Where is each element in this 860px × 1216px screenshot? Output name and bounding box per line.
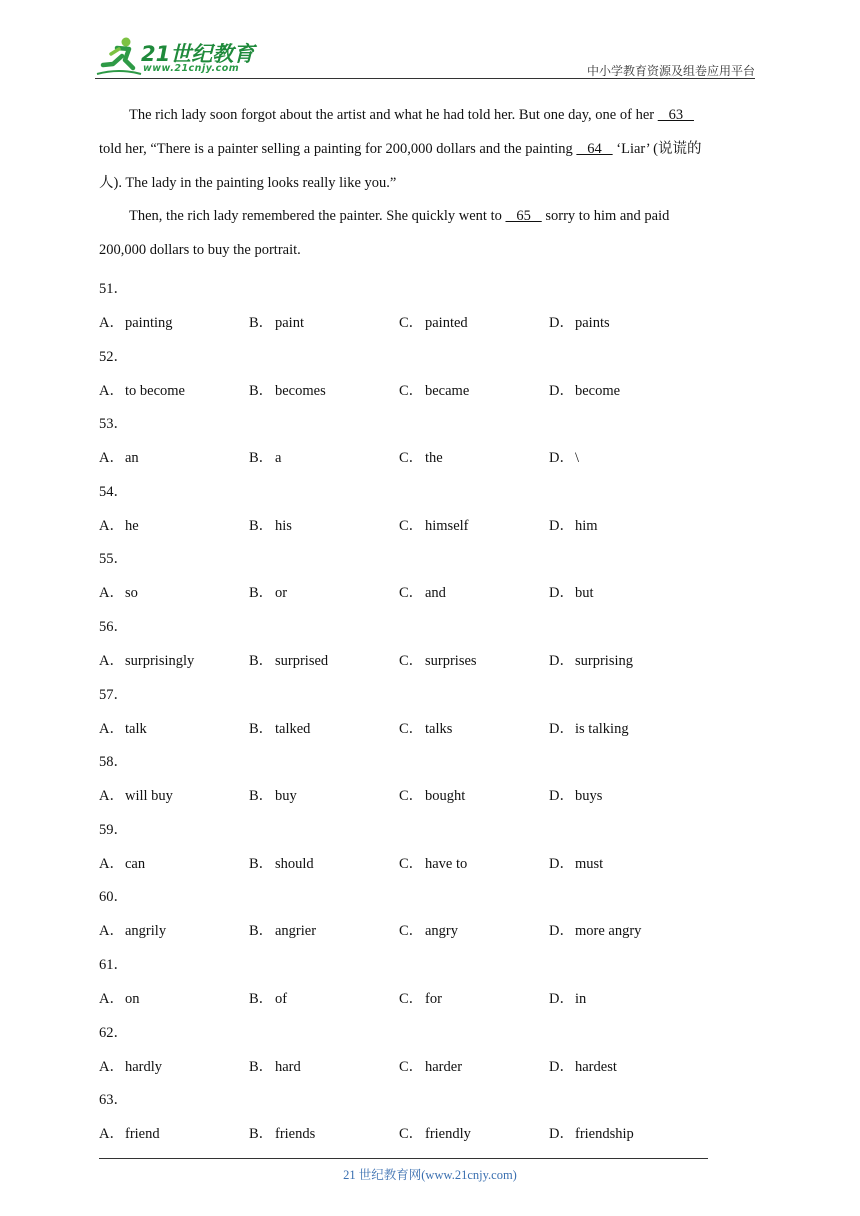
option-row [99,581,759,601]
question-number: 61． [99,957,128,973]
option-text: himself [425,518,469,534]
option-letter: D． [549,1126,574,1142]
option-text: friends [275,1126,316,1142]
option-d[interactable] [549,784,602,805]
question-number: 53． [99,416,128,432]
option-a[interactable] [99,1122,160,1143]
option-row [99,717,759,737]
question-number: 51． [99,281,128,297]
option-row [99,852,759,872]
option-letter: B． [249,450,274,466]
option-b[interactable] [249,987,287,1008]
option-a[interactable] [99,784,173,805]
header-platform-text: 中小学教育资源及组卷应用平台 [586,64,755,78]
logo-text: 21世纪教育 [141,42,255,66]
passage-paragraph-2 [99,199,756,267]
option-text: is talking [575,721,629,737]
option-text: surprises [425,653,477,669]
option-letter: C． [399,383,424,399]
option-d[interactable] [549,446,579,467]
logo-url: www.21cnjy.com [143,63,240,74]
option-letter: C． [399,788,424,804]
footer-divider [99,1158,708,1159]
option-row [99,1055,759,1075]
option-letter: A． [99,721,124,737]
passage-text: told her, “There is a painter selling a painting for 200,000 dollars and the painting [99,141,577,157]
option-text: must [575,856,604,872]
question-number: 62． [99,1025,128,1041]
option-c[interactable] [399,446,443,467]
option-letter: C． [399,991,424,1007]
option-c[interactable] [399,514,469,535]
option-letter: B． [249,721,274,737]
question-number: 60． [99,889,128,905]
option-d[interactable] [549,649,633,670]
option-row [99,987,759,1007]
option-b[interactable] [249,717,310,738]
option-text: so [125,585,138,601]
option-a[interactable] [99,1055,162,1076]
passage-text: The rich lady soon forgot about the artist and what he had told her. But one day, one of her [129,107,658,123]
option-letter: C． [399,1126,424,1142]
option-d[interactable] [549,311,610,332]
option-letter: B． [249,518,274,534]
option-text: he [125,518,139,534]
option-b[interactable] [249,446,281,467]
option-a[interactable] [99,919,166,940]
option-text: hardly [125,1059,163,1075]
passage-text: sorry to him and paid [541,208,670,224]
option-b[interactable] [249,1055,301,1076]
option-b[interactable] [249,919,316,940]
option-text: harder [425,1059,463,1075]
option-letter: A． [99,315,124,331]
option-text: and [425,585,446,601]
option-text: \ [575,450,580,466]
question-number: 55． [99,551,128,567]
option-letter: B． [249,856,274,872]
option-a[interactable] [99,446,139,467]
option-text: paint [275,315,304,331]
question-number: 57． [99,687,128,703]
option-letter: C． [399,518,424,534]
option-c[interactable] [399,987,442,1008]
passage-paragraph-1 [99,98,756,200]
option-letter: A． [99,856,124,872]
option-text: becomes [275,383,326,399]
page-header [95,34,755,78]
site-logo [95,34,265,78]
option-a[interactable] [99,649,194,670]
option-text: on [125,991,140,1007]
header-divider [95,78,755,79]
option-letter: A． [99,383,124,399]
option-text: became [425,383,470,399]
option-b[interactable] [249,581,287,602]
option-letter: D． [549,721,574,737]
option-text: have to [425,856,468,872]
option-text: surprised [275,653,329,669]
question-number: 52． [99,349,128,365]
option-c[interactable] [399,717,452,738]
option-letter: D． [549,788,574,804]
option-b[interactable] [249,852,314,873]
question-number: 58． [99,754,128,770]
option-letter: D． [549,1059,574,1075]
question-number: 63． [99,1092,128,1108]
blank-65: 65 [505,208,542,224]
option-text: the [425,450,443,466]
option-letter: D． [549,518,574,534]
option-letter: D． [549,450,574,466]
option-text: become [575,383,621,399]
option-letter: C． [399,315,424,331]
option-letter: A． [99,923,124,939]
option-letter: A． [99,1059,124,1075]
passage-text: ‘Liar’ (说谎的 [612,141,702,157]
option-letter: D． [549,856,574,872]
option-text: a [275,450,282,466]
option-c[interactable] [399,1055,462,1076]
option-letter: B． [249,383,274,399]
option-letter: C． [399,856,424,872]
option-d[interactable] [549,581,594,602]
option-row [99,784,759,804]
option-d[interactable] [549,987,586,1008]
option-letter: A． [99,991,124,1007]
option-text: his [275,518,292,534]
option-text: friendly [425,1126,471,1142]
option-letter: D． [549,991,574,1007]
option-letter: B． [249,585,274,601]
option-c[interactable] [399,311,468,332]
option-letter: B． [249,315,274,331]
option-text: angrily [125,923,167,939]
option-text: angry [425,923,459,939]
option-text: friendship [575,1126,634,1142]
option-letter: D． [549,923,574,939]
option-text: will buy [125,788,173,804]
question-number: 54． [99,484,128,500]
passage-text: Then, the rich lady remembered the painter. She quickly went to [129,208,506,224]
option-letter: B． [249,991,274,1007]
option-d[interactable] [549,919,641,940]
option-row [99,649,759,669]
option-letter: A． [99,788,124,804]
option-text: paints [575,315,610,331]
option-text: hardest [575,1059,617,1075]
option-text: for [425,991,442,1007]
option-b[interactable] [249,1122,315,1143]
option-row [99,446,759,466]
option-letter: D． [549,315,574,331]
option-letter: B． [249,1059,274,1075]
option-d[interactable] [549,514,598,535]
option-a[interactable] [99,852,145,873]
option-a[interactable] [99,987,140,1008]
option-text: can [125,856,146,872]
option-letter: D． [549,585,574,601]
option-letter: A． [99,653,124,669]
option-b[interactable] [249,514,292,535]
option-letter: C． [399,721,424,737]
option-text: hard [275,1059,301,1075]
option-letter: A． [99,585,124,601]
option-c[interactable] [399,852,467,873]
option-row [99,379,759,399]
runner-logo-icon [95,34,143,78]
option-text: but [575,585,594,601]
option-a[interactable] [99,717,147,738]
option-letter: D． [549,383,574,399]
option-text: bought [425,788,466,804]
option-d[interactable] [549,1055,617,1076]
option-text: buys [575,788,603,804]
option-letter: B． [249,653,274,669]
option-letter: C． [399,585,424,601]
option-c[interactable] [399,919,458,940]
option-d[interactable] [549,379,620,400]
option-text: painted [425,315,468,331]
option-text: angrier [275,923,317,939]
option-text: painting [125,315,173,331]
option-d[interactable] [549,717,629,738]
option-letter: C． [399,653,424,669]
option-c[interactable] [399,581,446,602]
option-text: talks [425,721,453,737]
option-text: an [125,450,139,466]
option-text: surprisingly [125,653,195,669]
option-text: talked [275,721,311,737]
option-letter: A． [99,518,124,534]
option-row [99,919,759,939]
blank-63: 63 [657,107,694,123]
passage-text: 人). The lady in the painting looks really like you.” [99,175,397,191]
option-c[interactable] [399,1122,471,1143]
option-d[interactable] [549,1122,634,1143]
option-a[interactable] [99,514,139,535]
option-text: or [275,585,288,601]
option-letter: D． [549,653,574,669]
question-number: 56． [99,619,128,635]
option-text: of [275,991,288,1007]
option-letter: C． [399,1059,424,1075]
option-text: in [575,991,587,1007]
option-letter: B． [249,923,274,939]
option-text: talk [125,721,147,737]
option-row [99,514,759,534]
option-a[interactable] [99,581,138,602]
option-text: buy [275,788,297,804]
option-text: to become [125,383,185,399]
option-letter: C． [399,923,424,939]
option-text: more angry [575,923,642,939]
option-letter: A． [99,1126,124,1142]
option-a[interactable] [99,311,173,332]
option-c[interactable] [399,649,477,670]
option-row [99,311,759,331]
option-letter: A． [99,450,124,466]
option-text: him [575,518,598,534]
page-footer: 21 世纪教育网(www.21cnjy.com) [343,1168,517,1182]
option-b[interactable] [249,379,326,400]
passage-text: 200,000 dollars to buy the portrait. [99,242,301,258]
option-row [99,1122,759,1142]
option-c[interactable] [399,379,469,400]
option-letter: B． [249,1126,274,1142]
option-d[interactable] [549,852,603,873]
option-b[interactable] [249,649,328,670]
option-text: surprising [575,653,633,669]
option-text: friend [125,1126,160,1142]
option-letter: C． [399,450,424,466]
blank-64: 64 [576,141,613,157]
option-text: should [275,856,314,872]
option-letter: B． [249,788,274,804]
option-a[interactable] [99,379,185,400]
option-b[interactable] [249,784,297,805]
question-number: 59． [99,822,128,838]
option-b[interactable] [249,311,304,332]
option-c[interactable] [399,784,465,805]
